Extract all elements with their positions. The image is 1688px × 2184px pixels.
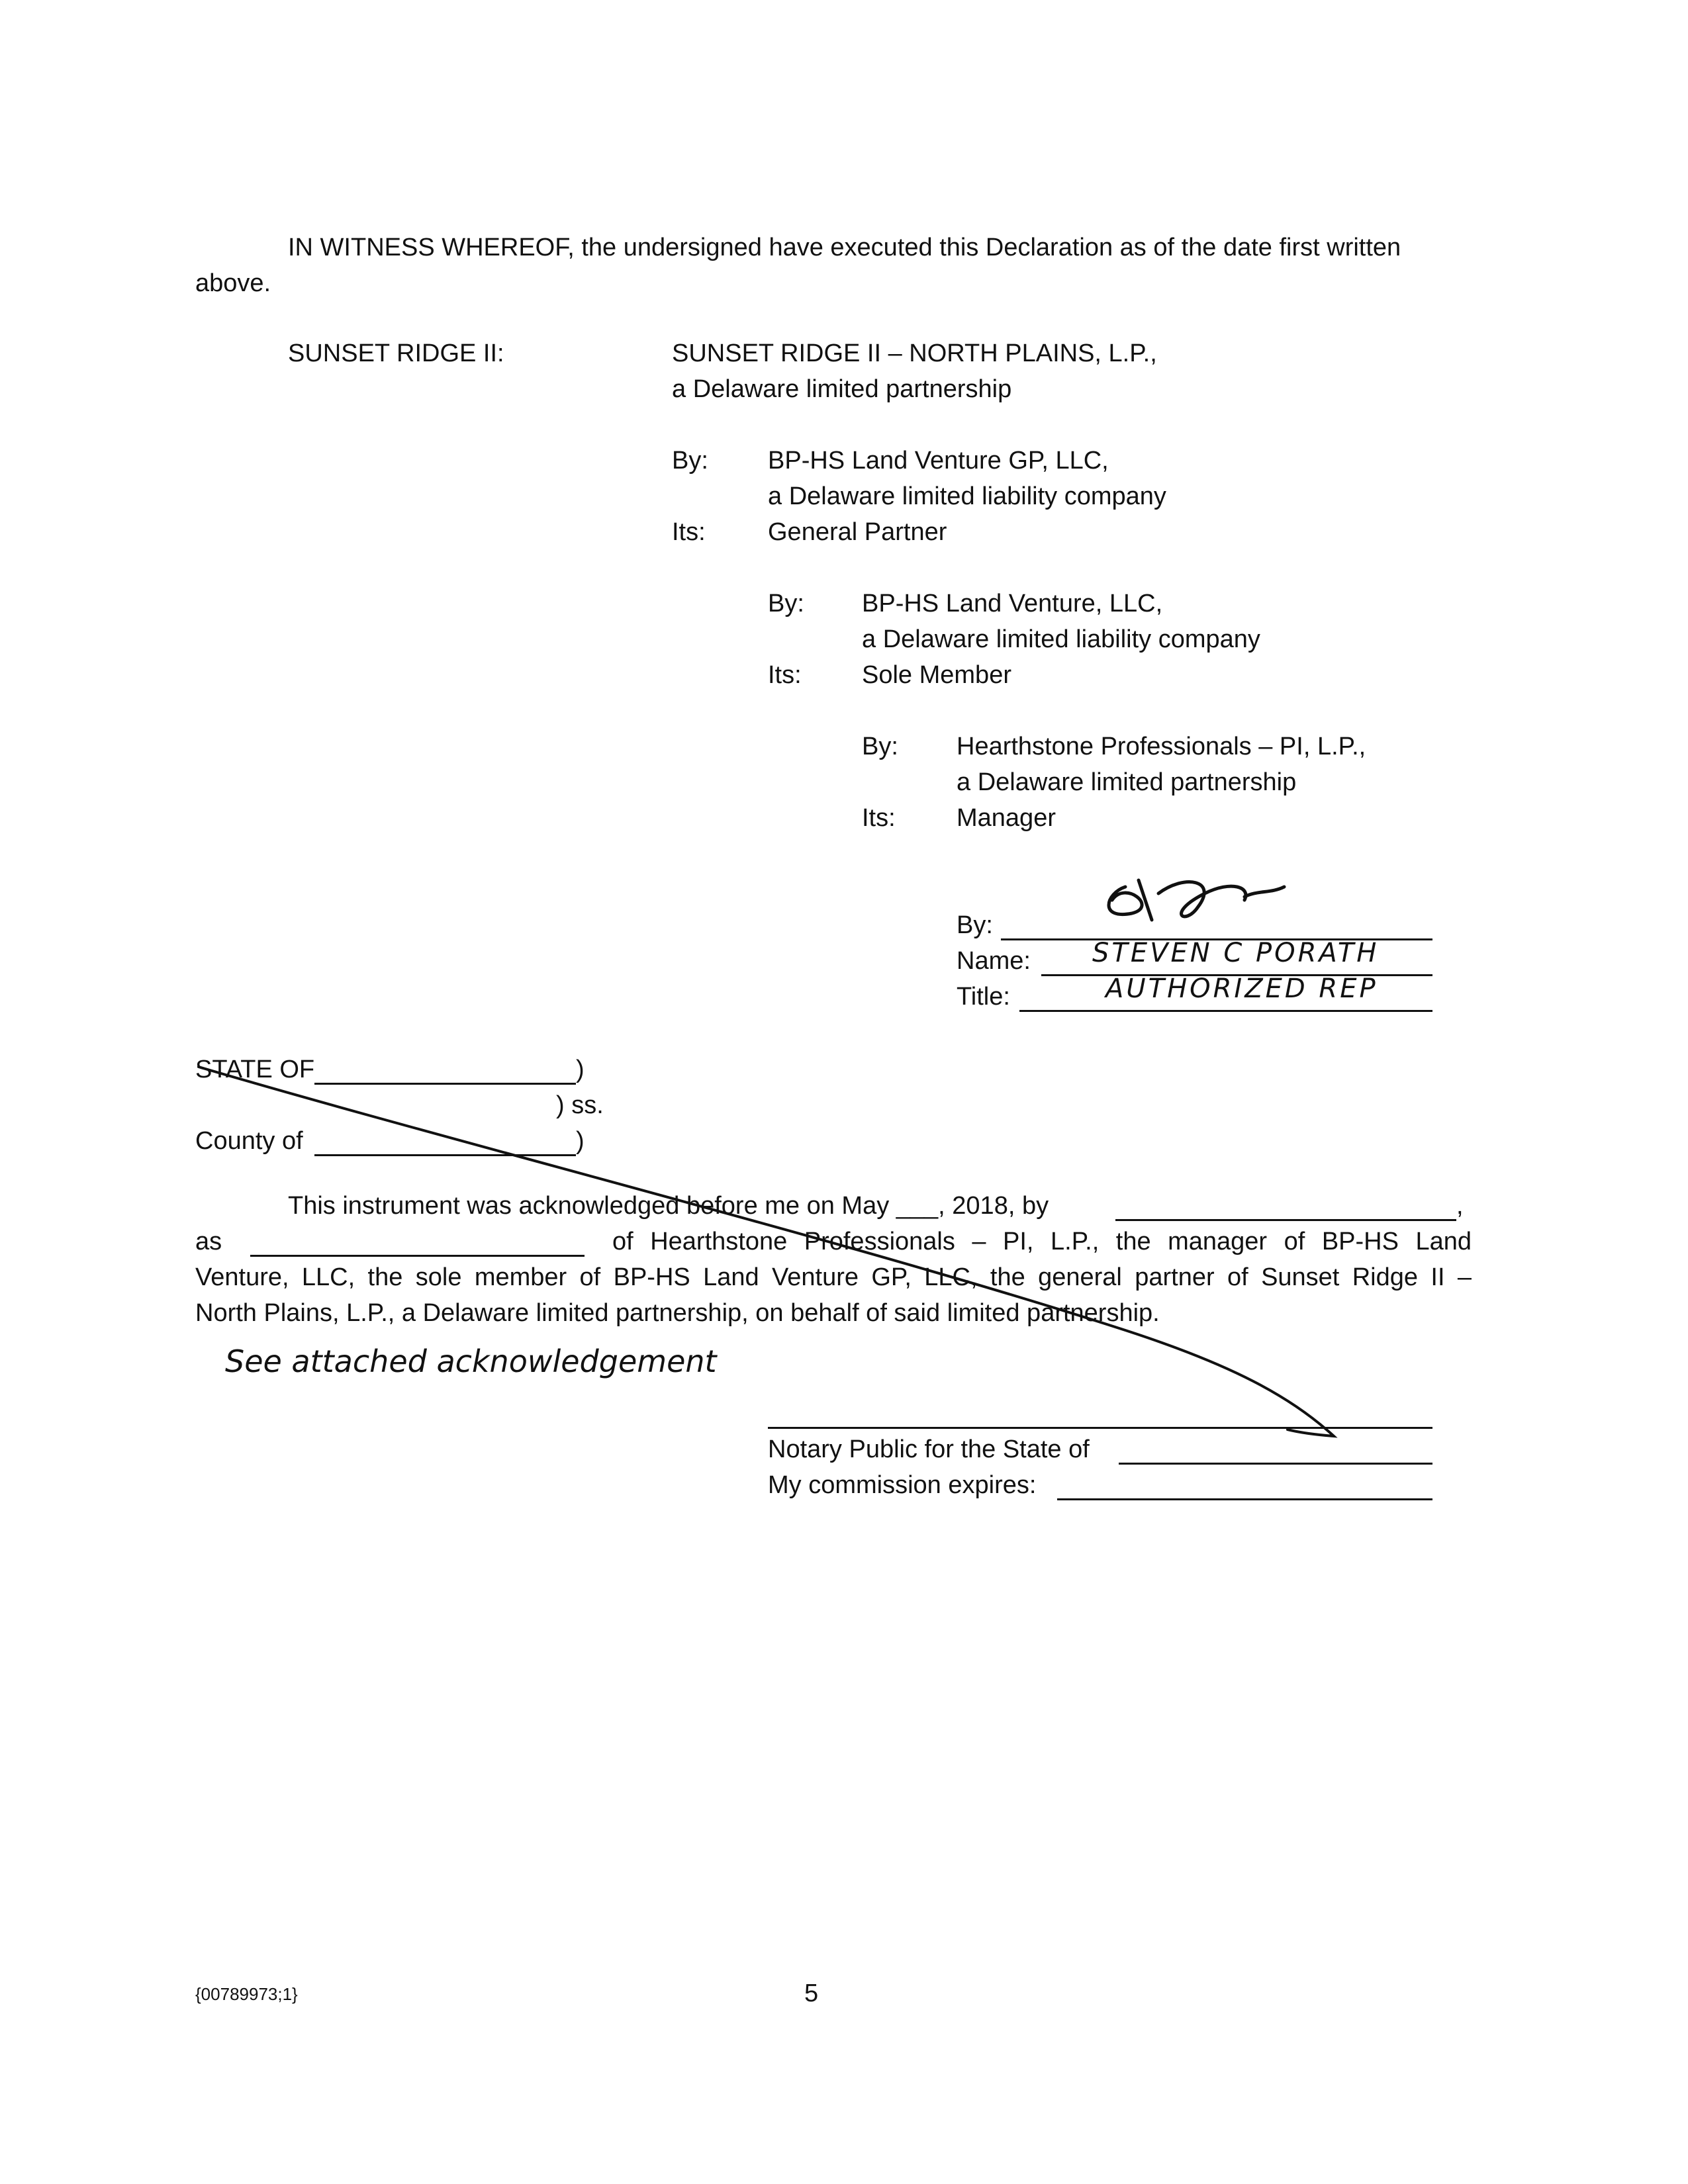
county-of-paren: ) <box>576 1127 585 1155</box>
level1-by-label: By: <box>672 447 708 475</box>
level1-its-label: Its: <box>672 518 706 546</box>
level2-name: BP-HS Land Venture, LLC, <box>862 590 1163 617</box>
handwritten-note: See attached acknowledgement <box>225 1343 717 1379</box>
ack-as-label: as <box>195 1228 222 1255</box>
level3-by-label: By: <box>862 733 898 760</box>
entity-name: SUNSET RIDGE II – NORTH PLAINS, L.P., <box>672 340 1157 367</box>
notary-commission-label: My commission expires: <box>768 1471 1037 1499</box>
level1-role: General Partner <box>768 518 947 546</box>
state-of-paren: ) <box>576 1056 585 1083</box>
state-of-label: STATE OF <box>195 1056 315 1083</box>
level3-role: Manager <box>957 804 1056 832</box>
page-number: 5 <box>804 1979 819 2007</box>
notary-public-label: Notary Public for the State of <box>768 1435 1090 1463</box>
level3-its-label: Its: <box>862 804 896 832</box>
witness-line-1: IN WITNESS WHEREOF, the undersigned have executed this Declaration as of the date first written <box>288 234 1401 261</box>
witness-line-2: above. <box>195 269 271 297</box>
entity-type: a Delaware limited partnership <box>672 375 1012 403</box>
ack-line-4: North Plains, L.P., a Delaware limited partnership, on behalf of said limited partnership. <box>195 1299 1160 1327</box>
ack-line-2: of Hearthstone Professionals – PI, L.P., the manager of BP-HS Land <box>612 1228 1472 1255</box>
signature-by-label: By: <box>957 911 993 939</box>
ack-line-1: This instrument was acknowledged before me on May ___, 2018, by <box>288 1192 1049 1220</box>
level3-name: Hearthstone Professionals – PI, L.P., <box>957 733 1366 760</box>
party-label: SUNSET RIDGE II: <box>288 340 504 367</box>
footer-doc-id: {00789973;1} <box>195 1984 298 2004</box>
level2-type: a Delaware limited liability company <box>862 625 1260 653</box>
signature-title-handwritten: AUTHORIZED REP <box>1105 974 1378 1004</box>
level3-type: a Delaware limited partnership <box>957 768 1297 796</box>
signature-name-handwritten: STEVEN C PORATH <box>1092 938 1380 968</box>
ack-line-3: Venture, LLC, the sole member of BP-HS Land Venture GP, LLC, the general partner of Sunset Ridge II – <box>195 1263 1472 1291</box>
level2-role: Sole Member <box>862 661 1011 689</box>
venue-ss: ) ss. <box>556 1091 604 1119</box>
ack-line-1-comma: , <box>1456 1192 1464 1220</box>
signature-title-label: Title: <box>957 983 1010 1011</box>
level2-its-label: Its: <box>768 661 802 689</box>
level1-type: a Delaware limited liability company <box>768 482 1166 510</box>
level2-by-label: By: <box>768 590 804 617</box>
signature-name-label: Name: <box>957 947 1031 975</box>
county-of-label: County of <box>195 1127 303 1155</box>
level1-name: BP-HS Land Venture GP, LLC, <box>768 447 1109 475</box>
